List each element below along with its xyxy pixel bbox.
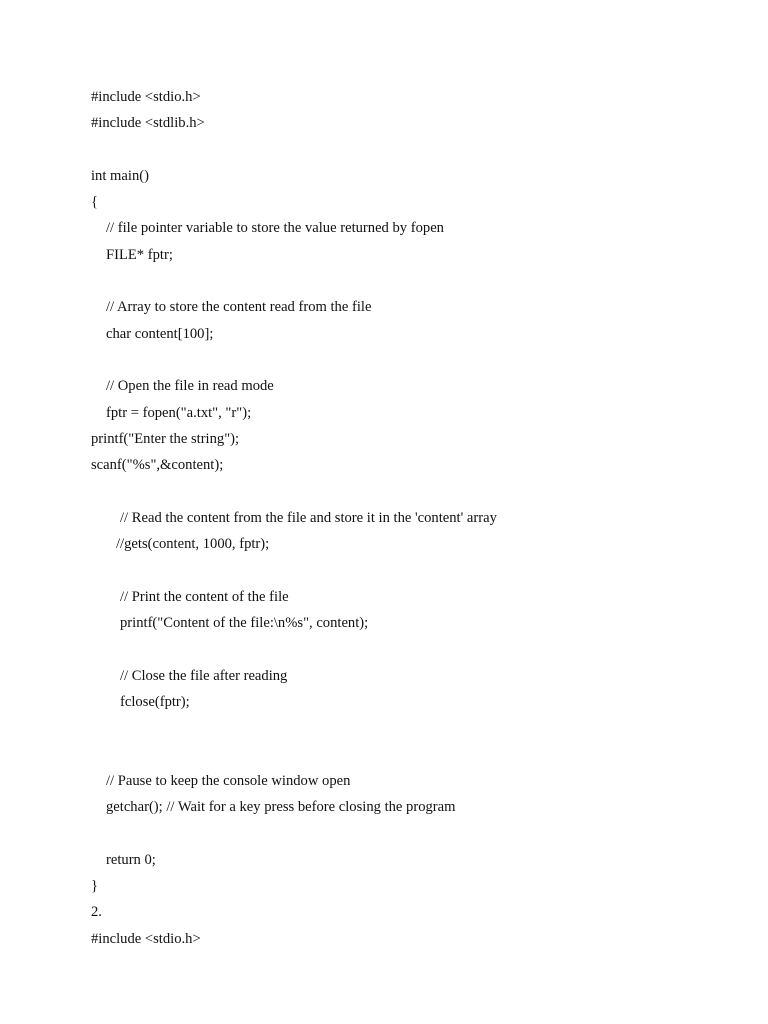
code-line: printf("Enter the string"); [91, 430, 240, 447]
code-line: #include <stdio.h> [91, 89, 201, 105]
code-line: fptr = fopen("a.txt", "r"); [106, 404, 252, 421]
code-line: // Close the file after reading [120, 667, 288, 684]
blank-line [91, 820, 731, 846]
code-line: // Pause to keep the console window open [106, 772, 351, 789]
code-listing [91, 84, 731, 952]
code-line: int main() [91, 167, 149, 184]
code-line: scanf("%s",&content); [91, 457, 224, 474]
code-line: // Array to store the content read from the file [106, 299, 372, 316]
blank-line [91, 347, 731, 373]
code-line: // Read the content from the file and store it in the 'content' array [120, 509, 497, 526]
code-line: getchar(); // Wait for a key press before closing the program [106, 799, 456, 816]
code-line: char content[100]; [106, 325, 214, 342]
code-line: } [91, 877, 99, 894]
code-line: #include <stdio.h> [91, 930, 201, 947]
code-line: // Open the file in read mode [106, 378, 274, 395]
code-line: fclose(fptr); [120, 693, 190, 710]
code-line: FILE* fptr; [106, 246, 173, 263]
blank-line [91, 557, 731, 583]
blank-line [91, 636, 731, 662]
code-line: //gets(content, 1000, fptr); [116, 536, 270, 553]
code-line: // file pointer variable to store the value returned by fopen [106, 220, 444, 237]
code-line: return 0; [106, 851, 156, 868]
blank-line [91, 137, 731, 163]
blank-line [91, 478, 731, 504]
section-number: 2. [91, 904, 102, 921]
blank-line [91, 268, 731, 294]
blank-line [91, 741, 731, 767]
code-line: #include <stdlib.h> [91, 115, 205, 132]
code-line: { [91, 194, 99, 211]
code-line: printf("Content of the file:\n%s", content); [120, 614, 369, 631]
code-line: // Print the content of the file [120, 588, 289, 605]
blank-line [91, 715, 731, 741]
